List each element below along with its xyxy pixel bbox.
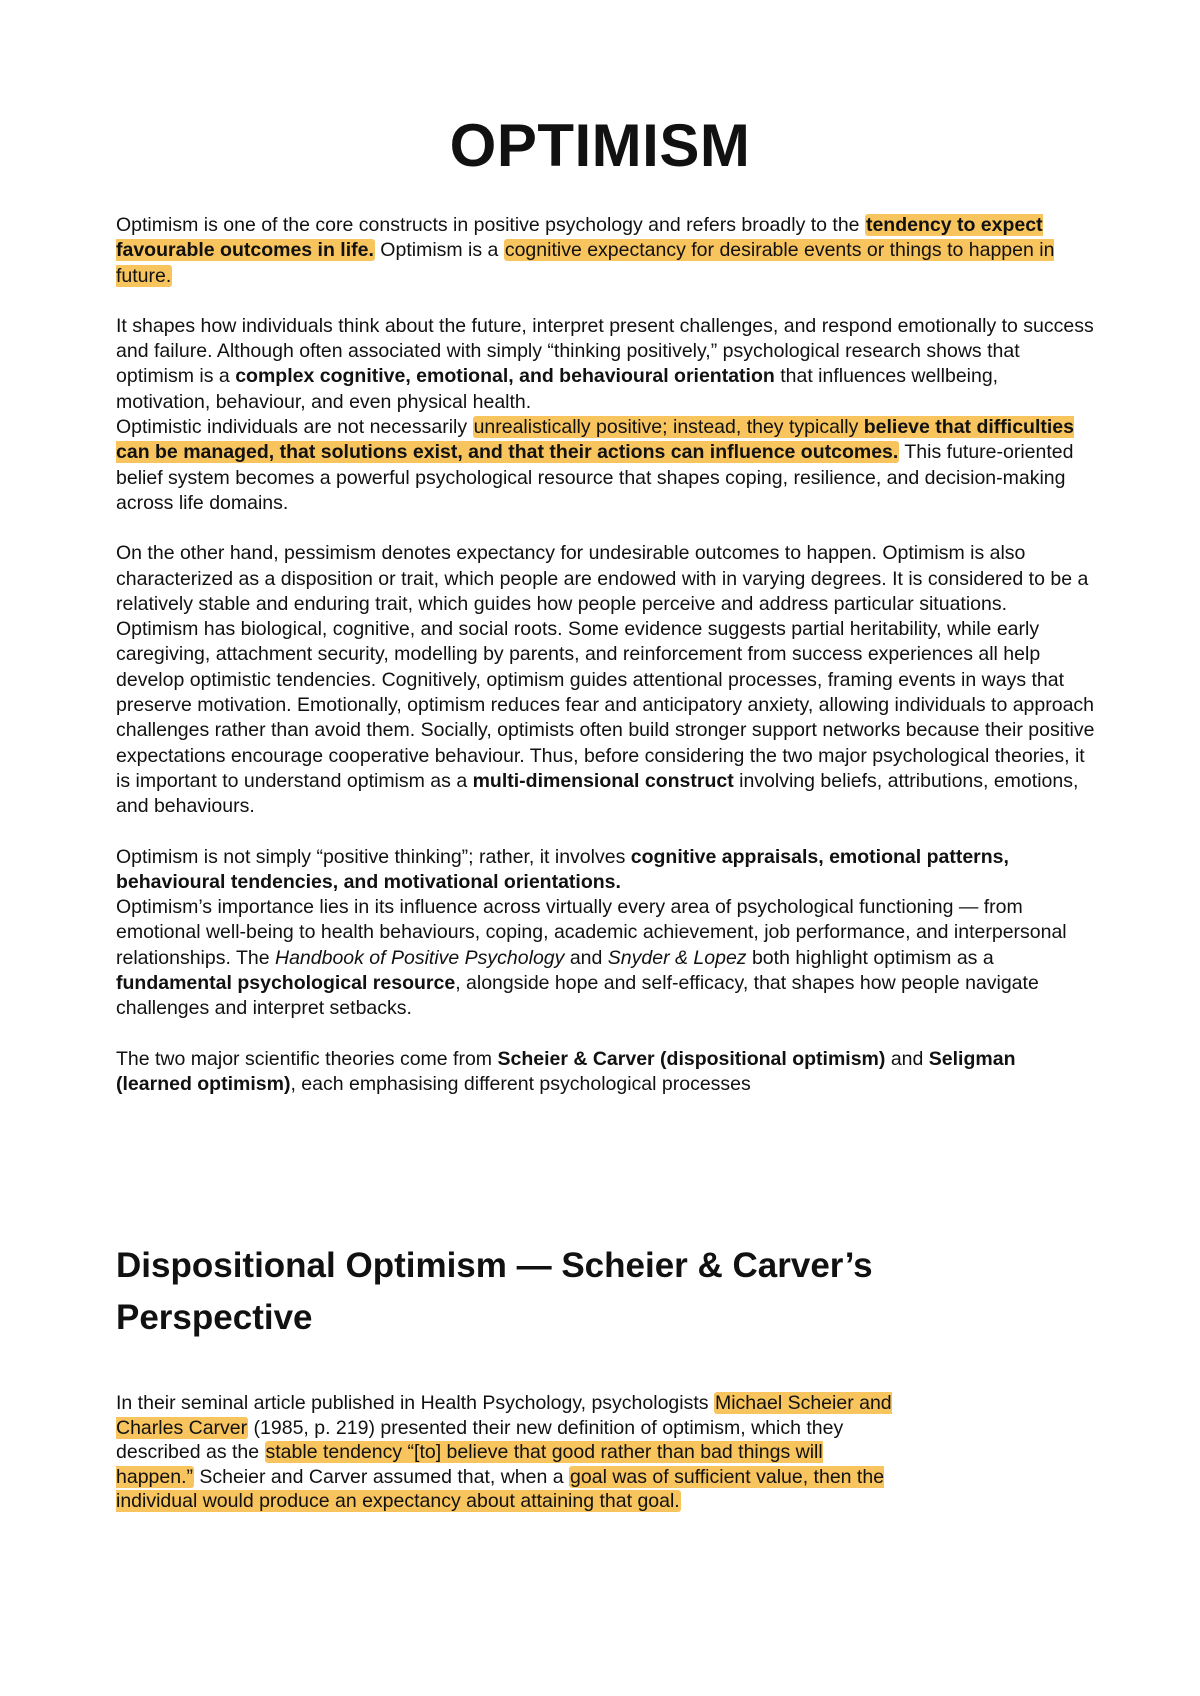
- text-run: unrealistically positive; instead, they typically: [473, 416, 864, 439]
- text-run: In their seminal article published in Health Psychology, psychologists: [116, 1392, 714, 1414]
- text-run: involving beliefs, attributions, emotions, and behaviours.: [116, 769, 1079, 818]
- text-run: , each emphasising different psychological processes: [290, 1072, 751, 1095]
- paragraph-gap: [116, 820, 1096, 845]
- text-run: both highlight optimism as a: [746, 946, 994, 969]
- paragraph-importance: [116, 895, 1096, 1021]
- highlight: cognitive expectancy for desirable events or things to happen in future.: [116, 239, 1055, 287]
- text-run: Optimistic individuals are not necessarily: [116, 416, 473, 439]
- highlight: stable tendency “[to] believe that good rather than bad things will happen.”: [116, 1441, 823, 1488]
- paragraph-two-theories: [116, 1047, 1096, 1098]
- bold-text: multi-dimensional construct: [472, 769, 734, 792]
- text-run: and: [885, 1047, 929, 1070]
- bold-text: tendency to expect favourable outcomes in life.: [116, 214, 1043, 262]
- text-run: Optimism is a: [374, 239, 504, 262]
- paragraph-gap: [116, 516, 1096, 541]
- text-run: The two major scientific theories come from: [116, 1047, 498, 1070]
- text-run: and: [564, 946, 608, 969]
- text-run: Scheier and Carver assumed that, when a: [193, 1465, 570, 1488]
- text-run: Optimism is not simply “positive thinking”; rather, it involves: [116, 845, 631, 868]
- text-run: , alongside hope and self-efficacy, that shapes how people navigate challenges and interpret setbacks.: [116, 972, 1039, 1020]
- intro-section: [116, 213, 1096, 1097]
- paragraph-scheier-carver: [116, 1391, 906, 1514]
- bold-text: believe that difficulties can be managed, that solutions exist, and that their actions can influence outcomes.: [116, 416, 1074, 464]
- text-run: It shapes how individuals think about the future, interpret present challenges, and respond emotionally to success and failure. Although often associated with simply “thinking positively,” psychological research shows that optimism is a: [116, 314, 1094, 388]
- bold-text: cognitive appraisals, emotional patterns, behavioural tendencies, and motivational orientations.: [116, 845, 1009, 893]
- paragraph-not-positive-thinking: [116, 845, 1096, 896]
- text-run: This future-oriented belief system becomes a powerful psychological resource that shapes coping, resilience, and decision-making across life domains.: [116, 441, 1074, 514]
- highlight: goal was of sufficient value, then the individual would produce an expectancy about attaining that goal.: [116, 1465, 885, 1512]
- section-heading: Dispositional Optimism — Scheier & Carver’s Perspective: [116, 1246, 873, 1337]
- paragraph-pessimism: [116, 541, 1096, 617]
- bold-text: Seligman (learned optimism): [116, 1047, 1016, 1095]
- dispositional-section: [116, 1391, 906, 1514]
- paragraph-shapes: [116, 314, 1096, 415]
- text-run: Optimism is one of the core constructs in positive psychology and refers broadly to the: [116, 214, 865, 236]
- italic-text: Snyder & Lopez: [607, 946, 747, 969]
- paragraph-gap: [116, 1022, 1096, 1047]
- text-run: On the other hand, pessimism denotes expectancy for undesirable outcomes to happen. Optimism is also characterized as a disposition or trait, which people are endowed with in varying degrees. It is considered to be a relatively stable and enduring trait, which guides how people perceive and address particular situations.: [116, 542, 1089, 615]
- italic-text: Handbook of Positive Psychology: [274, 946, 565, 969]
- paragraph-gap: [116, 289, 1096, 314]
- bold-text: Scheier & Carver (dispositional optimism): [497, 1047, 886, 1070]
- page-title: OPTIMISM: [449, 112, 751, 179]
- text-run: Optimism has biological, cognitive, and social roots. Some evidence suggests partial heritability, while early caregiving, attachment security, modelling by parents, and reinforcement from success experiences all help develop optimistic tendencies. Cognitively, optimism guides attentional processes, framing events in ways that preserve motivation. Emotionally, optimism reduces fear and anticipatory anxiety, allowing individuals to approach challenges rather than avoid them. Socially, optimists often build stronger support networks because their positive expectations encourage cooperative behaviour. Thus, before considering the two major psychological theories, it is important to understand optimism as a: [116, 618, 1095, 792]
- text-run: that influences wellbeing, motivation, behaviour, and even physical health.: [116, 365, 999, 413]
- highlight: Michael Scheier and Charles Carver: [116, 1392, 892, 1439]
- paragraph-roots: [116, 617, 1096, 819]
- bold-text: complex cognitive, emotional, and behavioural orientation: [235, 365, 775, 388]
- paragraph-optimistic-individuals: [116, 415, 1096, 516]
- bold-text: fundamental psychological resource: [116, 972, 456, 995]
- text-run: (1985, p. 219) presented their new definition of optimism, which they described as the: [116, 1416, 844, 1463]
- text-run: Optimism’s importance lies in its influence across virtually every area of psychological functioning — from emotional well-being to health behaviours, coping, academic achievement, job performance, and interpersonal relationships. The: [116, 896, 1067, 969]
- paragraph-definition: [116, 213, 1096, 289]
